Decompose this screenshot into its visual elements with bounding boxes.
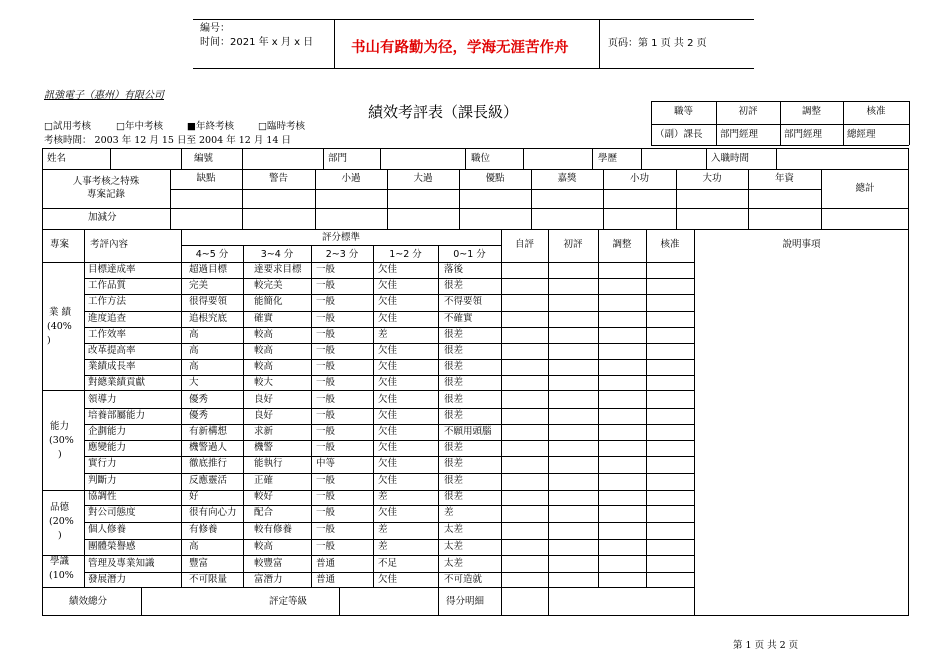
type-temp-label: 臨時考核 [266,121,305,132]
criterion-standard-2: 差 [378,541,388,552]
criterion-standard-4: 較好 [254,491,274,502]
criterion-standard-1: 落後 [444,264,464,275]
criterion-standard-4: 較高 [254,541,274,552]
form-title: 績效考評表（課長級） [368,103,519,121]
criterion-standard-1: 太差 [444,541,464,552]
criterion-standard-2: 欠佳 [378,280,398,291]
criterion-label: 發展潛力 [88,574,127,585]
special-col-minor-fault: 小過 [341,173,361,184]
criterion-label: 培養部屬能力 [88,410,146,421]
criterion-standard-1: 差 [444,507,454,518]
criterion-standard-5: 優秀 [189,410,209,421]
row-divider [84,343,694,344]
info-name-label: 姓名 [47,153,67,164]
category-ability-label-1: 能力 [50,421,70,432]
criterion-standard-1: 很差 [444,329,464,340]
criterion-standard-3: 一般 [316,524,336,535]
criterion-standard-3: 一般 [316,264,336,275]
adjust-score-header: 調整 [612,239,632,250]
criterion-standard-3: 一般 [316,329,336,340]
info-education-label: 學歷 [598,153,618,164]
criterion-standard-3: 一般 [316,475,336,486]
criterion-standard-3: 一般 [316,280,336,291]
special-col-warning: 警告 [268,173,288,184]
info-id-label: 編號 [194,153,214,164]
criterion-standard-3: 一般 [316,426,336,437]
score-range-4: 3~4 分 [260,249,294,260]
criterion-label: 對總業績貢獻 [88,377,146,388]
special-col-seniority: 年資 [774,173,794,184]
info-dept-label: 部門 [328,153,348,164]
criterion-standard-5: 好 [189,491,199,502]
type-trial-label: 試用考核 [52,121,91,132]
row-divider [84,522,694,523]
special-col-merit: 優點 [485,173,505,184]
criterion-standard-4: 較豐富 [254,558,283,569]
criterion-standard-5: 高 [189,361,199,372]
category-ability-label-3: ) [58,449,62,460]
criterion-standard-1: 很差 [444,491,464,502]
checkbox-mid-icon[interactable]: □ [116,121,125,132]
criterion-standard-4: 達要求目標 [254,264,302,275]
criterion-standard-3: 一般 [316,361,336,372]
info-join-date-label: 入職時間 [711,153,750,164]
criterion-standard-4: 富潛力 [254,574,283,585]
row-divider [84,294,694,295]
notes-header: 說明事項 [782,239,821,250]
criterion-standard-1: 太差 [444,524,464,535]
criterion-standard-1: 很差 [444,475,464,486]
checkbox-trial-icon[interactable]: □ [44,121,53,132]
total-score-label: 績效總分 [69,596,108,607]
company-name: 訊強電子（惠州）有限公司 [44,90,164,101]
criterion-standard-2: 欠佳 [378,394,398,405]
row-divider [84,327,694,328]
row-divider [84,359,694,360]
criterion-standard-5: 豐富 [189,558,209,569]
row-divider [84,440,694,441]
special-col-commendation: 嘉獎 [557,173,577,184]
row-divider [84,408,694,409]
criterion-standard-1: 很差 [444,458,464,469]
document-number-label: 編号： [200,23,230,34]
criterion-standard-3: 一般 [316,377,336,388]
criterion-standard-5: 高 [189,345,199,356]
row-divider [84,505,694,506]
score-detail-label: 得分明細 [446,596,485,607]
criterion-label: 判斷力 [88,475,117,486]
row-divider [84,375,694,376]
criterion-standard-4: 較高 [254,361,274,372]
criterion-standard-4: 較完美 [254,280,283,291]
criterion-standard-4: 配合 [254,507,274,518]
type-trial[interactable] [44,121,91,133]
evaluation-period: 考核時間： 2003 年 12 月 15 日至 2004 年 12 月 14 日 [44,135,291,146]
criterion-standard-3: 一般 [316,442,336,453]
criterion-standard-1: 很差 [444,394,464,405]
criterion-standard-4: 能簡化 [254,296,283,307]
checkbox-year-checked-icon[interactable]: ■ [187,121,196,132]
criterion-label: 改革提高率 [88,345,136,356]
criterion-label: 業績成長率 [88,361,136,372]
criterion-standard-5: 完美 [189,280,209,291]
approval-header-adjust: 調整 [801,106,821,117]
criterion-standard-1: 不得要領 [444,296,483,307]
criterion-standard-3: 普通 [316,574,336,585]
criterion-standard-5: 有修養 [189,524,218,535]
special-col-major-merit: 大功 [702,173,722,184]
criterion-standard-2: 欠佳 [378,296,398,307]
criterion-standard-1: 很差 [444,280,464,291]
score-range-1: 0~1 分 [453,249,486,260]
row-divider [84,473,694,474]
type-year[interactable] [187,121,234,133]
criterion-standard-5: 高 [189,329,199,340]
criterion-standard-3: 一般 [316,313,336,324]
category-performance-label-1: 業 績 [49,307,72,318]
grid-standard-header: 評分標準 [321,232,360,243]
grid-content-header: 考評內容 [90,239,129,250]
criterion-label: 管理及專業知識 [88,558,155,569]
criterion-label: 實行力 [88,458,117,469]
criterion-standard-4: 良好 [254,410,274,421]
category-knowledge-label-1: 學識 [50,556,70,567]
criterion-standard-3: 一般 [316,541,336,552]
row-divider [84,572,694,573]
criterion-standard-5: 優秀 [189,394,209,405]
approval-value-grade: （副）課長 [655,129,703,140]
criterion-standard-5: 追根究底 [189,313,228,324]
criterion-label: 工作方法 [88,296,127,307]
criterion-standard-1: 不可造就 [444,574,483,585]
score-range-2: 1~2 分 [389,249,422,260]
criterion-label: 工作品質 [88,280,127,291]
criterion-standard-3: 一般 [316,491,336,502]
row-divider [84,539,694,540]
category-ability-label-2: (30% [49,435,74,446]
category-knowledge-label-2: (10% [49,570,74,581]
row-divider [84,278,694,279]
criterion-label: 團體榮譽感 [88,541,136,552]
approval-value-approve: 總經理 [847,129,876,140]
criterion-standard-1: 太差 [444,558,464,569]
criterion-standard-1: 很差 [444,361,464,372]
category-character-label-1: 品德 [50,502,70,513]
criterion-standard-5: 超過目標 [189,264,228,275]
criterion-standard-2: 差 [378,329,388,340]
category-character-label-2: (20% [49,516,74,527]
criterion-label: 進度追查 [88,313,127,324]
criterion-standard-5: 很有向心力 [189,507,237,518]
criterion-standard-5: 不可限量 [189,574,228,585]
row-divider [84,424,694,425]
grid-project-header: 專案 [50,239,70,250]
criterion-standard-2: 欠佳 [378,410,398,421]
criterion-standard-5: 反應靈活 [189,475,228,486]
criterion-standard-2: 欠佳 [378,475,398,486]
score-range-3: 2~3 分 [325,249,359,260]
type-year-label: 年終考核 [195,121,234,132]
criterion-label: 協調性 [88,491,117,502]
criterion-standard-1: 不確實 [444,313,473,324]
criterion-standard-5: 機警過人 [189,442,228,453]
criterion-label: 對公司態度 [88,507,136,518]
approve-score-header: 核准 [660,239,680,250]
criterion-standard-5: 很得要領 [189,296,228,307]
criterion-standard-4: 確實 [254,313,274,324]
criterion-standard-2: 欠佳 [378,377,398,388]
approval-value-first: 部門經理 [720,129,759,140]
grade-label: 評定等級 [269,596,308,607]
special-record-label-2: 專案記錄 [86,189,125,200]
approval-header-first: 初評 [738,106,758,117]
criterion-standard-1: 很差 [444,345,464,356]
criterion-standard-4: 能執行 [254,458,283,469]
type-mid-label: 年中考核 [124,121,163,132]
criterion-standard-4: 較大 [254,377,274,388]
criterion-standard-3: 中等 [316,458,336,469]
criterion-standard-5: 大 [189,377,199,388]
criterion-standard-4: 良好 [254,394,274,405]
criterion-standard-2: 欠佳 [378,345,398,356]
category-performance-label-3: ) [47,335,51,346]
criterion-label: 應變能力 [88,442,127,453]
approval-header-grade: 職等 [673,106,693,117]
special-col-demerit: 缺點 [196,173,216,184]
special-col-minor-merit: 小功 [629,173,649,184]
approval-header-approve: 核准 [866,106,886,117]
criterion-standard-5: 徹底推行 [189,458,228,469]
info-position-label: 職位 [471,153,491,164]
criterion-standard-2: 欠佳 [378,574,398,585]
criterion-label: 個人修養 [88,524,127,535]
type-temp[interactable] [258,121,305,133]
criterion-standard-4: 較有修養 [254,524,293,535]
criterion-standard-5: 高 [189,541,199,552]
criterion-standard-3: 一般 [316,345,336,356]
criterion-standard-4: 較高 [254,345,274,356]
row-divider [84,456,694,457]
page-footer: 第 1 页 共 2 页 [733,640,799,651]
criterion-standard-1: 很差 [444,377,464,388]
criterion-standard-2: 欠佳 [378,313,398,324]
document-time-label: 时间：2021 年 x 月 x 日 [200,37,314,48]
self-score-header: 自評 [514,239,534,250]
criterion-standard-2: 不足 [378,558,398,569]
motto-text: 书山有路勤为径，学海无涯苦作舟 [351,39,569,56]
criterion-standard-1: 很差 [444,442,464,453]
criterion-standard-4: 正確 [254,475,274,486]
criterion-standard-2: 差 [378,524,388,535]
criterion-standard-1: 很差 [444,410,464,421]
score-range-5: 4~5 分 [195,249,229,260]
criterion-standard-2: 差 [378,491,388,502]
points-adjust-label: 加減分 [88,212,117,223]
criterion-standard-4: 求新 [254,426,274,437]
category-character-label-3: ) [58,530,62,541]
criterion-label: 目標達成率 [88,264,136,275]
special-col-major-fault: 大過 [413,173,433,184]
category-performance-label-2: (40% [47,321,72,332]
criterion-standard-3: 一般 [316,410,336,421]
criterion-standard-3: 一般 [316,394,336,405]
criterion-standard-2: 欠佳 [378,264,398,275]
criterion-standard-2: 欠佳 [378,458,398,469]
first-score-header: 初評 [563,239,583,250]
special-total-label: 總計 [855,183,875,194]
row-divider [84,311,694,312]
criterion-standard-3: 一般 [316,296,336,307]
criterion-standard-2: 欠佳 [378,426,398,437]
criterion-standard-2: 欠佳 [378,507,398,518]
evaluation-form [42,148,909,616]
criterion-standard-3: 一般 [316,507,336,518]
page-number-label: 页码：第 1 页 共 2 页 [608,38,707,49]
criterion-label: 企劃能力 [88,426,127,437]
special-record-label-1: 人事考核之特殊 [72,176,140,187]
approval-value-adjust: 部門經理 [784,129,823,140]
criterion-standard-1: 不願用頭腦 [444,426,492,437]
criterion-standard-4: 機警 [254,442,274,453]
criterion-standard-3: 普通 [316,558,336,569]
type-mid[interactable] [116,121,163,133]
criterion-standard-5: 有新構想 [189,426,228,437]
checkbox-temp-icon[interactable]: □ [258,121,267,132]
criterion-standard-4: 較高 [254,329,274,340]
criterion-standard-2: 欠佳 [378,361,398,372]
criterion-label: 領導力 [88,394,117,405]
criterion-standard-2: 欠佳 [378,442,398,453]
criterion-label: 工作效率 [88,329,127,340]
